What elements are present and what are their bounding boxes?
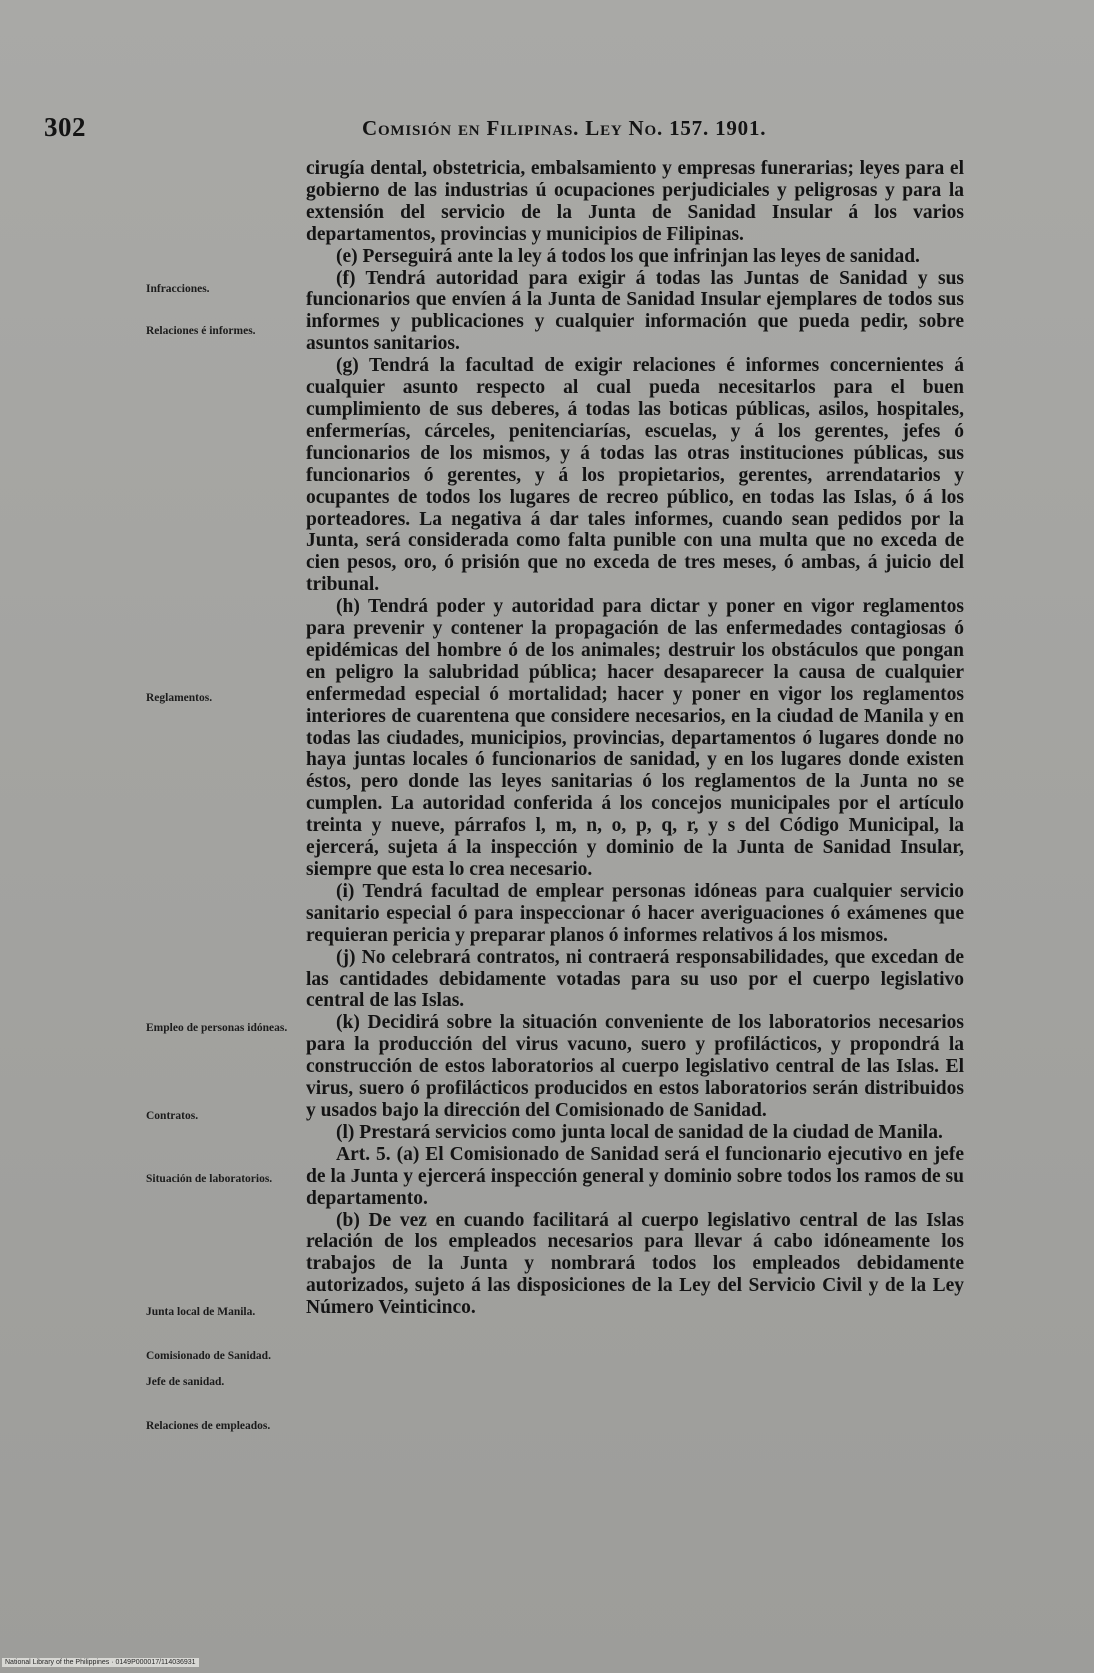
paragraph-i: (i) Tendrá facultad de emplear personas idóneas para cualquier servicio sanitario especial ó para inspeccionar ó hacer averiguaciones ó exámenes que requieran pericia y preparar planos ó informes relativos á los mismos. bbox=[306, 880, 964, 946]
margin-note-infracciones: Infracciones. bbox=[146, 283, 210, 295]
paragraph-art5-a: Art. 5. (a) El Comisionado de Sanidad será el funcionario ejecutivo en jefe de la Junta y ejercerá inspección general y dominio sobre todos los ramos de su departamento. bbox=[306, 1143, 964, 1209]
paragraph-e: (e) Perseguirá ante la ley á todos los que infrinjan las leyes de sanidad. bbox=[336, 245, 920, 267]
margin-note-relaciones-empleados: Relaciones de empleados. bbox=[146, 1420, 271, 1432]
margin-note-empleo-personas: Empleo de personas idóneas. bbox=[146, 1022, 288, 1034]
margin-note-situacion-laboratorios: Situación de laboratorios. bbox=[146, 1173, 273, 1185]
running-head: Comisión en Filipinas. Ley No. 157. 1901. bbox=[362, 116, 767, 140]
paragraph-f: (f) Tendrá autoridad para exigir á todas las Juntas de Sanidad y sus funcionarios que envíen á la Junta de Sanidad Insular ejemplares de todos sus informes y publicaciones y cualquier información que pueda pedir, sobre asuntos sanitarios. bbox=[306, 267, 964, 355]
margin-note-jefe-sanidad: Jefe de sanidad. bbox=[146, 1376, 225, 1388]
paragraph-h: (h) Tendrá poder y autoridad para dictar y poner en vigor reglamentos para prevenir y contener la propagación de las enfermedades contagiosas ó epidémicas del hombre ó de los animales; destruir los obstáculos que pongan en peligro la salubridad pública; hacer desaparecer la causa de cualquier enfermedad especial ó mortalidad; hacer y poner en vigor los reglamentos interiores de cuarentena que considere necesarios, en la ciudad de Manila y en todas las ciudades, municipios, provincias, departamentos ó lugares donde no haya juntas locales ó funcionarios de sanidad, y en los lugares donde existen éstos, pero donde las leyes sanitarias ó los reglamentos de la Junta no se cumplen. La autoridad conferida á los concejos municipales por el artículo treinta y nueve, párrafos l, m, n, o, p, q, r, y s del Código Municipal, la ejercerá, sujeta á la inspección y dominio de la Junta de Sanidad Insular, siempre que esta lo crea necesario. bbox=[306, 596, 964, 880]
margin-note-contratos: Contratos. bbox=[146, 1110, 199, 1122]
margin-note-comisionado: Comisionado de Sanidad. bbox=[146, 1350, 271, 1362]
library-footer: National Library of the Philippines · 0149P000017/114036931 bbox=[2, 1658, 199, 1667]
paragraph-g: (g) Tendrá la facultad de exigir relaciones é informes concernientes á cualquier asunto respecto al cual pueda necesitarlos para el buen cumplimiento de sus deberes, á todas las boticas públicas, asilos, hospitales, enfermerías, cárceles, penitenciarías, escuelas, y á los gerentes, jefes ó funcionarios de los mismos, y á todas las otras instituciones públicas, sus funcionarios ó gerentes, y á los propietarios, gerentes, arrendatarios y ocupantes de todos los lugares de recreo público, en todas las Islas, ó á los porteadores. La negativa á dar tales informes, cuando sean pedidos por la Junta, será considerada como falta punible con una multa que no exceda de cien pesos, oro, ó prisión que no exceda de tres meses, ó ambas, á juicio del tribunal. bbox=[306, 355, 964, 596]
margin-note-junta-local: Junta local de Manila. bbox=[146, 1306, 256, 1318]
margin-note-reglamentos: Reglamentos. bbox=[146, 692, 213, 704]
paragraph-k: (k) Decidirá sobre la situación conveniente de los laboratorios necesarios para la producción del virus vacuno, suero y profilácticos, y propondrá la construcción de estos laboratorios al cuerpo legislativo central de las Islas. El virus, suero ó profilácticos producidos en estos laboratorios serán distribuidos y usados bajo la dirección del Comisionado de Sanidad. bbox=[306, 1012, 964, 1121]
margin-note-relaciones-informes: Relaciones é informes. bbox=[146, 325, 256, 337]
paragraph-continuation: cirugía dental, obstetricia, embalsamiento y empresas funerarias; leyes para el gobierno de las industrias ú ocupaciones perjudiciales y peligrosas y para la extensión del servicio de la Junta de Sanidad Insular á los varios departamentos, provincias y municipios de Filipinas. bbox=[306, 158, 964, 245]
page-number: 302 bbox=[44, 112, 86, 142]
paragraph-j: (j) No celebrará contratos, ni contraerá responsabilidades, que excedan de las cantidades debidamente votadas para su uso por el cuerpo legislativo central de las Islas. bbox=[306, 946, 964, 1012]
body-text bbox=[306, 158, 964, 1319]
paragraph-l: (l) Prestará servicios como junta local de sanidad de la ciudad de Manila. bbox=[336, 1121, 943, 1143]
paragraph-art5-b: (b) De vez en cuando facilitará al cuerpo legislativo central de las Islas relación de los empleados necesarios para llevar á cabo idóneamente los trabajos de la Junta y nombrará todos los empleados debidamente autorizados, sujeto á las disposiciones de la Ley del Servicio Civil y de la Ley Número Veinticinco. bbox=[306, 1209, 964, 1319]
